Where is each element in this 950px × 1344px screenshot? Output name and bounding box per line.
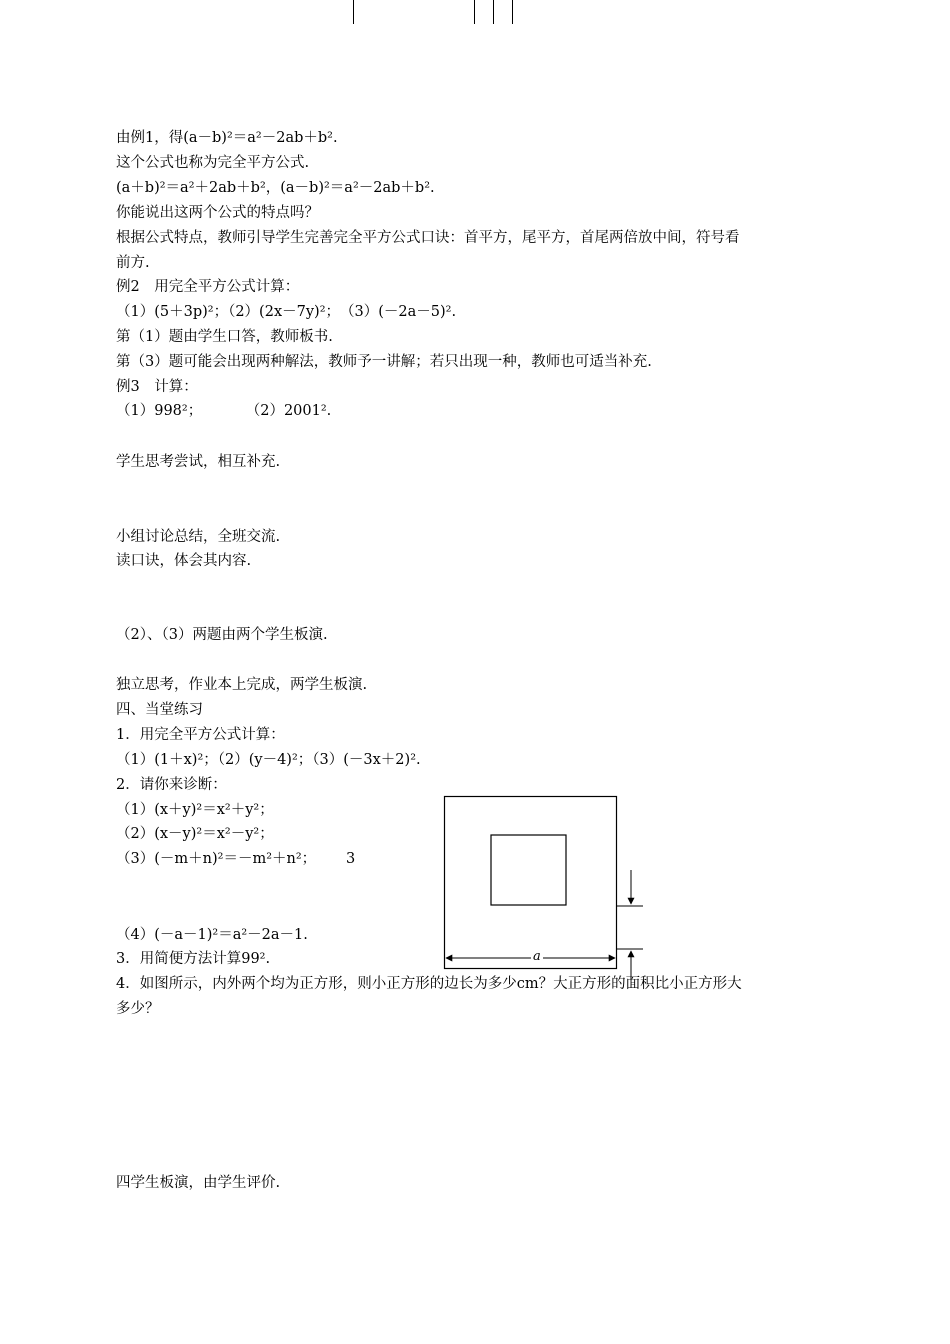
stray-number: 3 [346,851,356,867]
table-border-fragment [474,0,475,24]
text-line: （1）(5＋3p)²；（2）(2x－7y)²； （3）(－2a－5)². [116,304,457,320]
text-line: 你能说出这两个公式的特点吗？ [116,205,319,221]
exercise-item: 3．用简便方法计算99². [116,951,271,967]
outer-square [445,797,617,969]
table-border-fragment [493,0,494,24]
inner-square [491,835,566,905]
text-line: 四学生板演，由学生评价. [116,1175,281,1191]
text-line: 前方. [116,255,150,271]
text-line: 第（1）题由学生口答，教师板书. [116,329,333,345]
text-line: 多少？ [116,1001,160,1017]
label-a: a [533,949,541,964]
text-line: 根据公式特点，教师引导学生完善完全平方公式口诀：首平方，尾平方，首尾两倍放中间，符号看 [116,230,740,246]
squares-diagram [440,792,655,982]
text-line: （4）(－a－1)²＝a²－2a－1. [116,927,308,943]
text-line: （1）(1＋x)²；（2）(y－4)²；（3）(－3x＋2)². [116,752,421,768]
text-line: （2）、（3）两题由两个学生板演. [116,627,328,643]
table-border-fragment [512,0,513,24]
text-line: 独立思考，作业本上完成，两学生板演. [116,677,368,693]
text-line: （3）(－m＋n)²＝－m²＋n²； [116,851,317,867]
text-line: 读口诀，体会其内容. [116,553,252,569]
table-border-fragment [353,0,354,24]
text-line: 由例1，得(a－b)²＝a²－2ab＋b². [116,130,338,146]
text-line: 这个公式也称为完全平方公式. [116,155,310,171]
example-heading: 例2 用完全平方公式计算： [116,279,300,295]
exercise-item: 1．用完全平方公式计算： [116,727,285,743]
section-heading: 四、当堂练习 [116,702,203,718]
text-line: （1）998²； （2）2001². [116,403,332,419]
text-line: (a＋b)²＝a²＋2ab＋b²，(a－b)²＝a²－2ab＋b². [116,180,435,196]
text-line: 小组讨论总结，全班交流. [116,529,281,545]
exercise-item: 2．请你来诊断： [116,777,227,793]
exercise-item: 4．如图所示，内外两个均为正方形，则小正方形的边长为多少cm？大正方形的面积比小正方形大 [116,976,742,992]
example-heading: 例3 计算： [116,379,198,395]
text-line: 学生思考尝试，相互补充. [116,454,281,470]
squares-figure [440,792,655,986]
text-line: 第（3）题可能会出现两种解法，教师予一讲解；若只出现一种，教师也可适当补充. [116,354,652,370]
text-line: （2）(x－y)²＝x²－y²； [116,826,274,842]
text-line: （1）(x＋y)²＝x²＋y²； [116,802,274,818]
